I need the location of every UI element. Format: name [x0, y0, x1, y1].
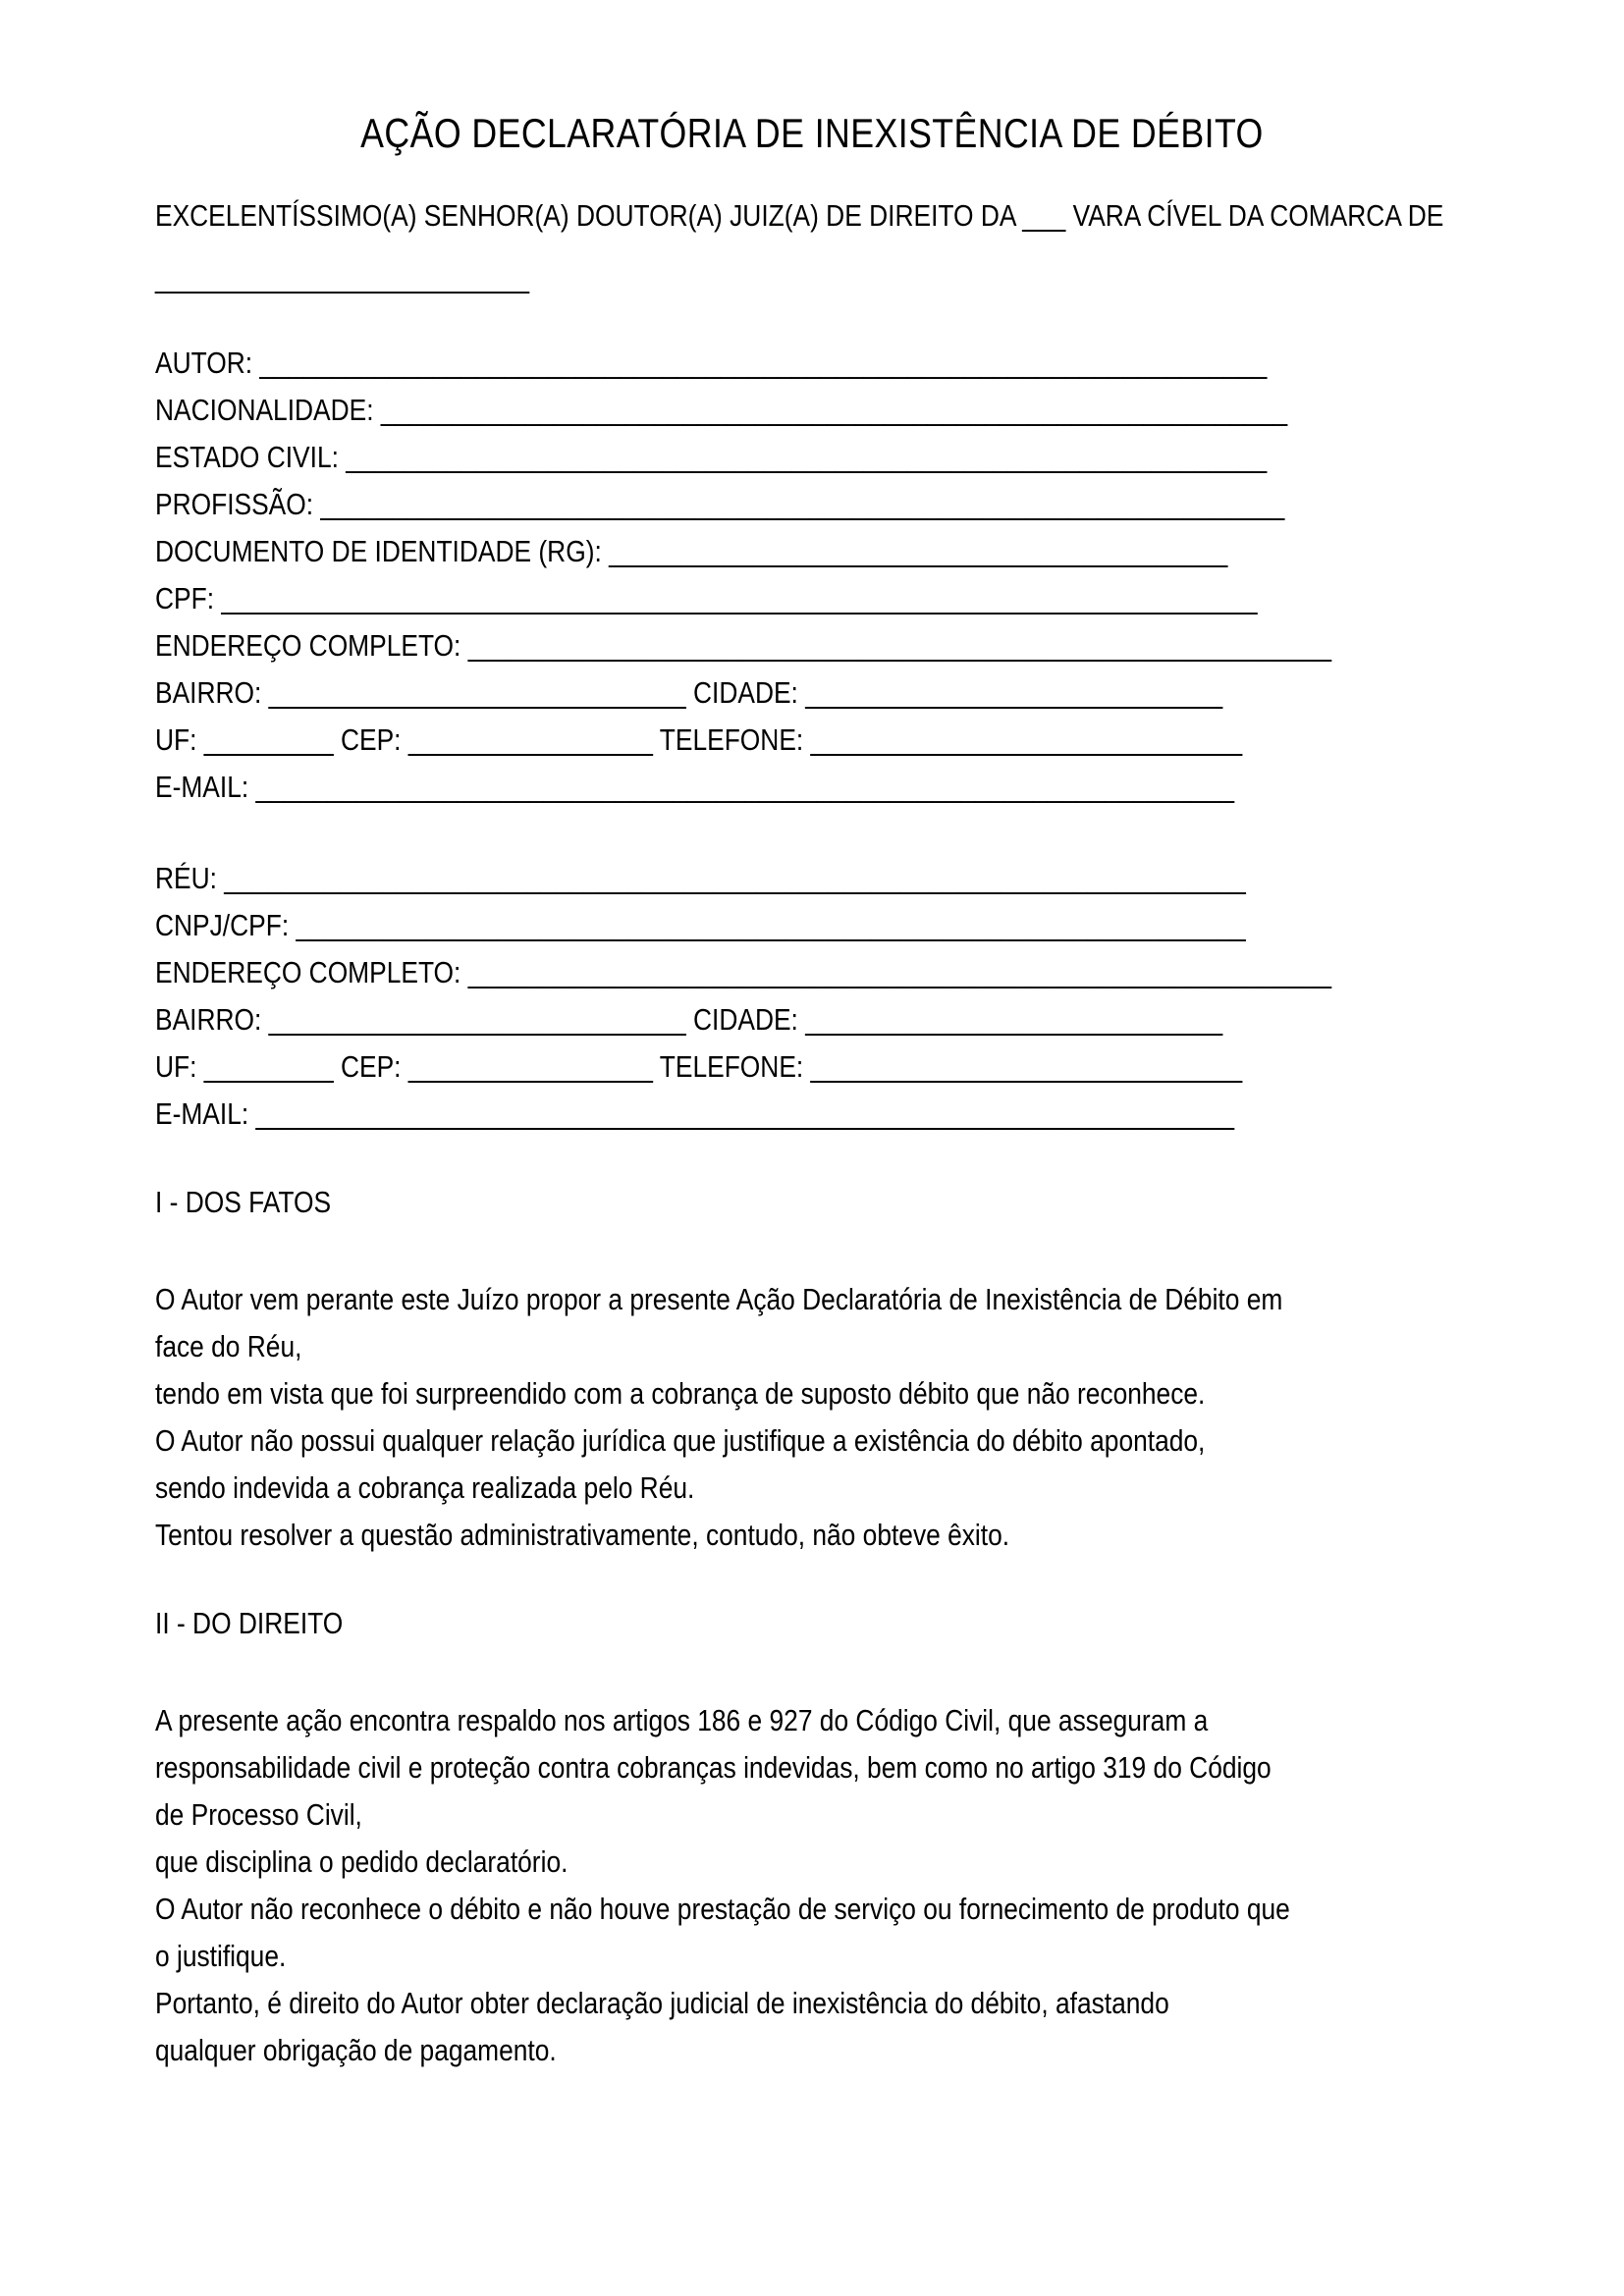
paragraph-line: face do Réu, — [155, 1329, 302, 1363]
field-blank-line: _______________________________________________________________ — [380, 393, 1288, 427]
court-addressing-line: EXCELENTÍSSIMO(A) SENHOR(A) DOUTOR(A) JUIZ(A) DE DIREITO DA ___ VARA CÍVEL DA COMARCA DE — [155, 198, 1444, 233]
paragraph-line: A presente ação encontra respaldo nos artigos 186 e 927 do Código Civil, que asseguram a — [155, 1703, 1209, 1737]
field-blank-line: _________________ — [407, 1049, 653, 1084]
field-label: DOCUMENTO DE IDENTIDADE (RG): — [155, 534, 610, 568]
field-blank-line: _____________________________ — [805, 675, 1223, 710]
court-addressing-blank-line: __________________________ — [155, 260, 530, 294]
field-blank-line: _______________________________________________________________________ — [224, 861, 1246, 895]
field-blank-line: _____________________________ — [268, 675, 686, 710]
field-label: ESTADO CIVIL: — [155, 440, 347, 474]
form-field-line — [155, 622, 1469, 669]
field-label: CIDADE: — [685, 1002, 806, 1037]
form-field-line — [155, 764, 1469, 811]
form-field-line — [155, 434, 1469, 481]
field-blank-line: _________ — [203, 1049, 334, 1084]
field-label: CIDADE: — [685, 675, 806, 710]
paragraph-line: O Autor vem perante este Juízo propor a presente Ação Declaratória de Inexistência de Débito em — [155, 1282, 1283, 1316]
field-blank-line: ________________________________________________________________________ — [221, 581, 1258, 615]
paragraph-line: Portanto, é direito do Autor obter declaração judicial de inexistência do débito, afastando — [155, 1986, 1169, 2020]
field-label: TELEFONE: — [652, 1049, 811, 1084]
paragraph-line: O Autor não reconhece o débito e não houve prestação de serviço ou fornecimento de produto que — [155, 1892, 1290, 1926]
field-blank-line: ____________________________________________________________________ — [255, 1096, 1235, 1131]
paragraph-line: que disciplina o pedido declaratório. — [155, 1844, 568, 1879]
field-label: BAIRRO: — [155, 675, 269, 710]
field-label: ENDEREÇO COMPLETO: — [155, 628, 468, 663]
field-blank-line: ________________________________________________________________ — [346, 440, 1268, 474]
field-blank-line: ___________________________________________ — [609, 534, 1228, 568]
field-label: E-MAIL: — [155, 1096, 256, 1131]
form-field-line — [155, 340, 1469, 387]
paragraph-line: responsabilidade civil e proteção contra cobranças indevidas, bem como no artigo 319 do Código — [155, 1750, 1272, 1785]
paragraph-line: O Autor não possui qualquer relação jurídica que justifique a existência do débito apontado, — [155, 1423, 1206, 1458]
field-label: E-MAIL: — [155, 770, 256, 804]
field-blank-line: __________________________________________________________________ — [296, 908, 1246, 942]
field-label: CEP: — [333, 722, 408, 757]
field-blank-line: ______________________________ — [810, 1049, 1243, 1084]
field-blank-line: ____________________________________________________________________ — [255, 770, 1235, 804]
field-label: NACIONALIDADE: — [155, 393, 381, 427]
form-field-line — [155, 1043, 1469, 1091]
field-blank-line: ____________________________________________________________ — [467, 955, 1331, 989]
form-field-line — [155, 387, 1469, 434]
field-label: TELEFONE: — [652, 722, 811, 757]
field-label: UF: — [155, 1049, 204, 1084]
form-field-line — [155, 1091, 1469, 1138]
field-label: RÉU: — [155, 861, 225, 895]
field-label: UF: — [155, 722, 204, 757]
field-label: ENDEREÇO COMPLETO: — [155, 955, 468, 989]
form-field-line — [155, 902, 1469, 949]
document-content — [155, 110, 1469, 2074]
form-field-line — [155, 481, 1469, 528]
defendant-fields-block — [155, 855, 1469, 1138]
paragraph-line: tendo em vista que foi surpreendido com a cobrança de suposto débito que não reconhece. — [155, 1376, 1206, 1411]
paragraph-line: sendo indevida a cobrança realizada pelo Réu. — [155, 1470, 695, 1505]
field-blank-line: _____________________________ — [268, 1002, 686, 1037]
field-blank-line: ______________________________ — [810, 722, 1243, 757]
form-field-line — [155, 949, 1469, 996]
field-label: CEP: — [333, 1049, 408, 1084]
paragraph-line: Tentou resolver a questão administrativamente, contudo, não obteve êxito. — [155, 1518, 1010, 1552]
field-blank-line: ____________________________________________________________ — [467, 628, 1331, 663]
form-field-line — [155, 855, 1469, 902]
paragraph-line: de Processo Civil, — [155, 1797, 362, 1832]
law-paragraph — [155, 1697, 1469, 2074]
field-blank-line: _________________ — [407, 722, 653, 757]
field-blank-line: ___________________________________________________________________ — [320, 487, 1285, 521]
form-field-line — [155, 717, 1469, 764]
field-label: CNPJ/CPF: — [155, 908, 297, 942]
field-blank-line: _____________________________ — [805, 1002, 1223, 1037]
section-heading-law: II - DO DIREITO — [155, 1606, 344, 1640]
field-blank-line: _________ — [203, 722, 334, 757]
form-field-line — [155, 996, 1469, 1043]
paragraph-line: o justifique. — [155, 1939, 287, 1973]
facts-paragraph — [155, 1276, 1469, 1559]
section-heading-facts: I - DOS FATOS — [155, 1185, 332, 1219]
field-label: PROFISSÃO: — [155, 487, 321, 521]
field-label: BAIRRO: — [155, 1002, 269, 1037]
paragraph-line: qualquer obrigação de pagamento. — [155, 2033, 557, 2067]
page-title: AÇÃO DECLARATÓRIA DE INEXISTÊNCIA DE DÉBITO — [360, 110, 1264, 156]
field-blank-line: ______________________________________________________________________ — [259, 346, 1268, 380]
form-field-line — [155, 575, 1469, 622]
author-fields-block — [155, 340, 1469, 811]
field-label: AUTOR: — [155, 346, 260, 380]
form-field-line — [155, 528, 1469, 575]
field-label: CPF: — [155, 581, 222, 615]
form-field-line — [155, 669, 1469, 717]
